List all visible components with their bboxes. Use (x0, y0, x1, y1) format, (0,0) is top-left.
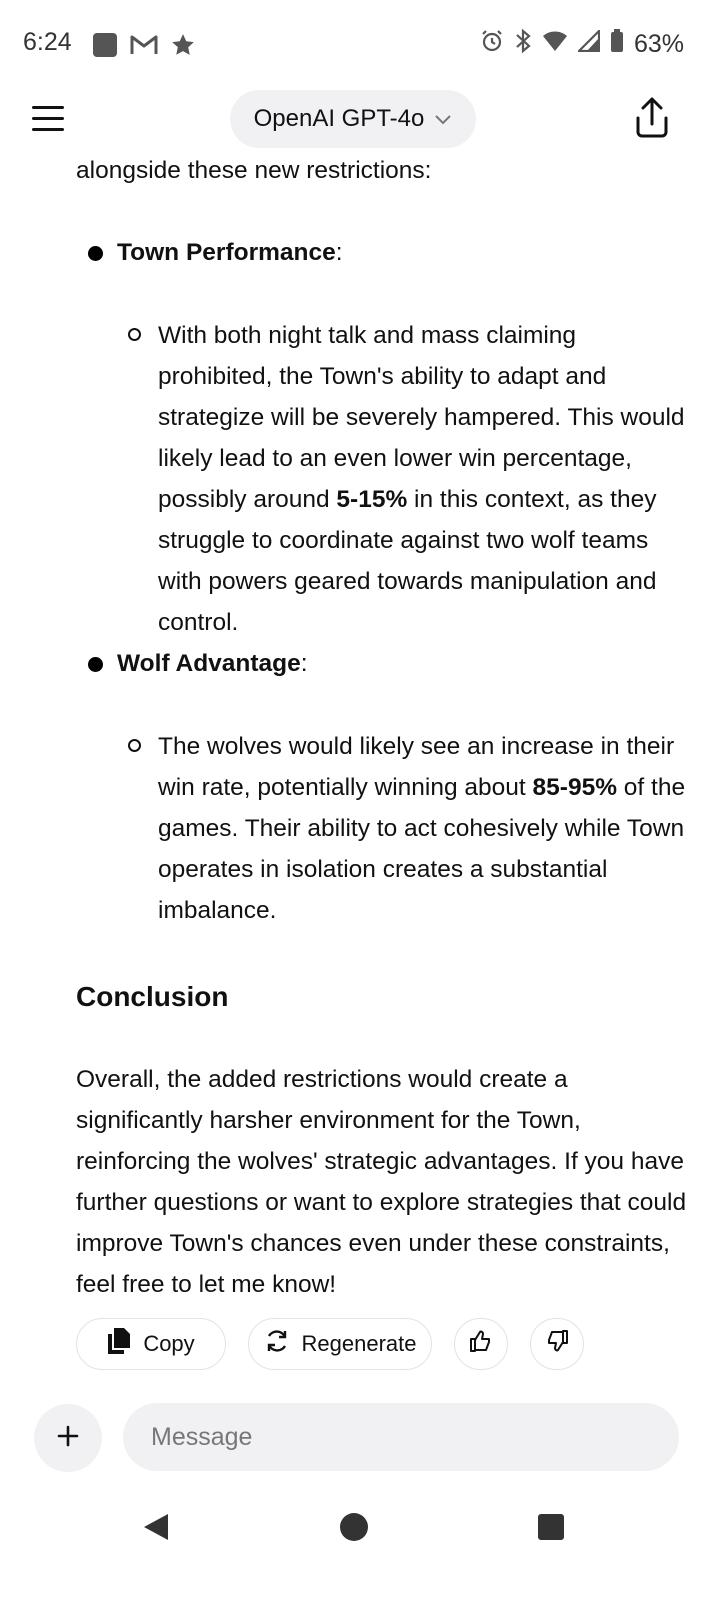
square-notification-icon (92, 32, 118, 63)
share-icon[interactable] (632, 96, 672, 140)
bullet-item (76, 232, 696, 273)
cellular-signal-icon (578, 30, 600, 59)
sub-bullet-text: of the games. Their ability to act cohesively while Town operates in isolation creates a substantial imbalance. (158, 774, 686, 924)
copy-icon (107, 1327, 131, 1361)
bullet-colon: : (300, 650, 308, 677)
sub-bullet-text: in this context, as they struggle to coordinate against two wolf teams with powers geared towards manipulation and control. (158, 486, 657, 636)
sub-bullet-bold: 5-15% (336, 486, 408, 513)
bullet-item (76, 643, 696, 684)
assistant-message (76, 150, 696, 1305)
home-icon[interactable] (340, 1513, 368, 1541)
sub-bullet-text: The wolves would likely see an increase in their win rate, potentially winning about (158, 733, 675, 801)
chevron-down-icon (434, 105, 452, 133)
add-attachment-button[interactable] (34, 1404, 102, 1472)
alarm-icon (480, 29, 504, 60)
bullet-title: Town Performance (117, 239, 336, 266)
thumbs-up-button[interactable] (454, 1318, 508, 1370)
sub-bullet-circle (128, 739, 141, 752)
thumbs-up-icon (469, 1329, 493, 1359)
conclusion-paragraph: Overall, the added restrictions would create a significantly harsher environment for the Town, reinforcing the wolves' strategic advantages. If you have further questions or want to explore strategies that could improve Town's chances even under these constraints, feel free to let me know! (76, 1066, 687, 1298)
system-navigation-bar (0, 1490, 720, 1600)
sub-bullet-item (76, 726, 696, 931)
sub-bullet-item (76, 315, 696, 643)
bullet-title: Wolf Advantage (117, 650, 301, 677)
hamburger-menu-icon[interactable] (30, 104, 66, 134)
recents-icon[interactable] (538, 1514, 564, 1540)
copy-label: Copy (143, 1331, 195, 1356)
copy-button[interactable] (76, 1318, 226, 1370)
battery-percentage: 63% (633, 30, 684, 58)
chat-header (0, 90, 720, 150)
sub-bullet-circle (128, 328, 141, 341)
star-icon (170, 32, 196, 63)
message-input[interactable] (123, 1403, 679, 1471)
regenerate-button[interactable] (248, 1318, 432, 1370)
bluetooth-icon (514, 28, 532, 61)
message-actions (76, 1318, 584, 1370)
model-label: OpenAI GPT-4o (253, 105, 425, 132)
conclusion-heading: Conclusion (76, 981, 229, 1012)
status-bar (0, 0, 720, 90)
bullet-dot (88, 246, 103, 261)
regenerate-label: Regenerate (301, 1331, 417, 1356)
back-icon[interactable] (142, 1512, 170, 1547)
thumbs-down-button[interactable] (530, 1318, 584, 1370)
sub-bullet-text: With both night talk and mass claiming prohibited, the Town's ability to adapt and strategize will be severely hampered. This would likely lead to an even lower win percentage, possibly around (158, 322, 685, 513)
message-intro-fragment: alongside these new restrictions: (76, 157, 432, 184)
sub-bullet-bold: 85-95% (532, 774, 617, 801)
status-system-icons (480, 28, 684, 61)
thumbs-down-icon (545, 1329, 569, 1359)
bullet-colon: : (335, 239, 343, 266)
model-selector-button[interactable] (230, 90, 476, 148)
battery-icon (610, 29, 624, 60)
plus-icon (57, 1425, 79, 1452)
gmail-icon (130, 34, 158, 61)
regenerate-icon (264, 1328, 290, 1360)
wifi-icon (542, 30, 568, 59)
bullet-dot (88, 657, 103, 672)
status-notification-icons (92, 32, 196, 63)
status-time: 6:24 (23, 28, 72, 56)
